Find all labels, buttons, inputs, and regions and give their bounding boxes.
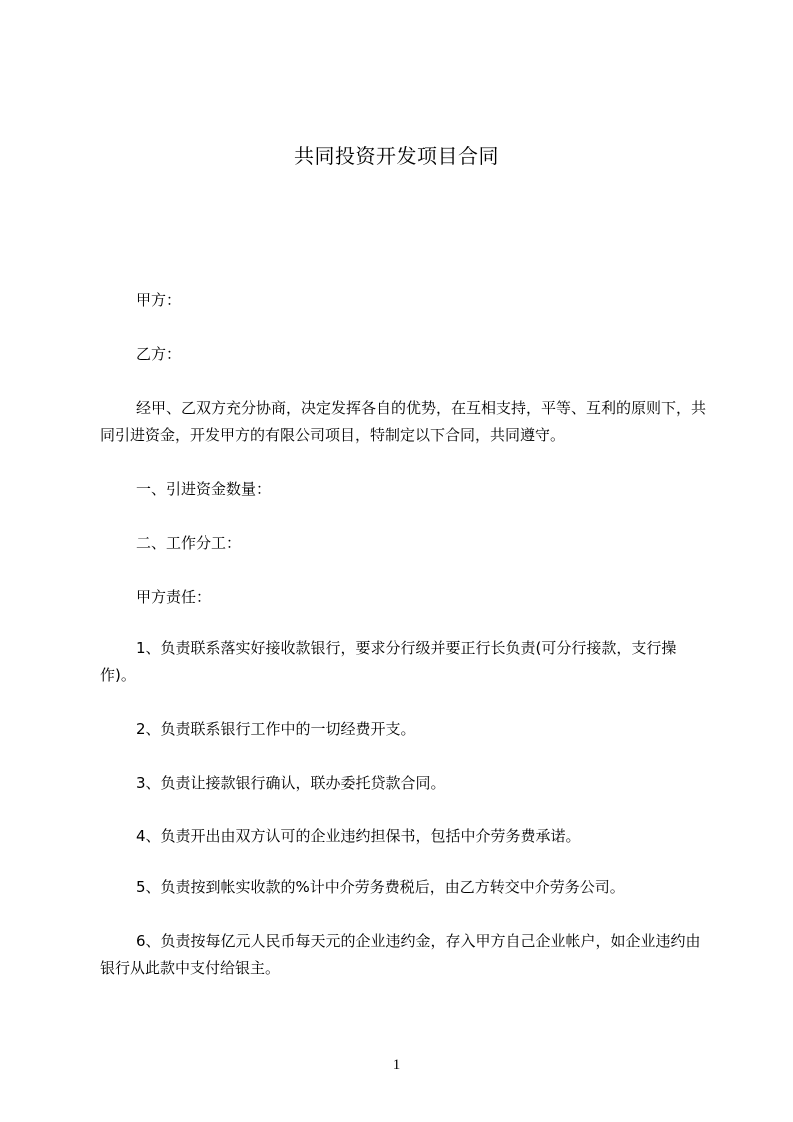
party-a-responsibility-heading: 甲方责任：	[136, 588, 212, 606]
responsibility-item-3: 3、负责让接款银行确认，联办委托贷款合同。	[136, 774, 446, 792]
responsibility-item-1: 1、负责联系落实好接收款银行，要求分行级并要正行长负责(可分行接款，支行操作)。	[100, 639, 677, 684]
responsibility-item-5: 5、负责按到帐实收款的%计中介劳务费税后，由乙方转交中介劳务公司。	[136, 878, 625, 896]
party-b-label: 乙方：	[136, 345, 182, 363]
section-heading-division: 二、工作分工：	[136, 534, 242, 552]
intro-paragraph: 经甲、乙双方充分协商，决定发挥各自的优势，在互相支持，平等、互利的原则下，共同引进资金，开发甲方的有限公司项目，特制定以下合同，共同遵守。	[100, 399, 707, 444]
section-heading-capital: 一、引进资金数量：	[136, 480, 272, 498]
party-a-label: 甲方：	[136, 291, 182, 309]
responsibility-item-2: 2、负责联系银行工作中的一切经费开支。	[136, 720, 416, 738]
document-title: 共同投资开发项目合同	[294, 144, 499, 168]
page-number: 1	[392, 1057, 401, 1073]
responsibility-item-4: 4、负责开出由双方认可的企业违约担保书，包括中介劳务费承诺。	[136, 827, 581, 845]
responsibility-item-6: 6、负责按每亿元人民币每天元的企业违约金，存入甲方自己企业帐户，如企业违约由银行从此款中支付给银主。	[100, 932, 701, 977]
